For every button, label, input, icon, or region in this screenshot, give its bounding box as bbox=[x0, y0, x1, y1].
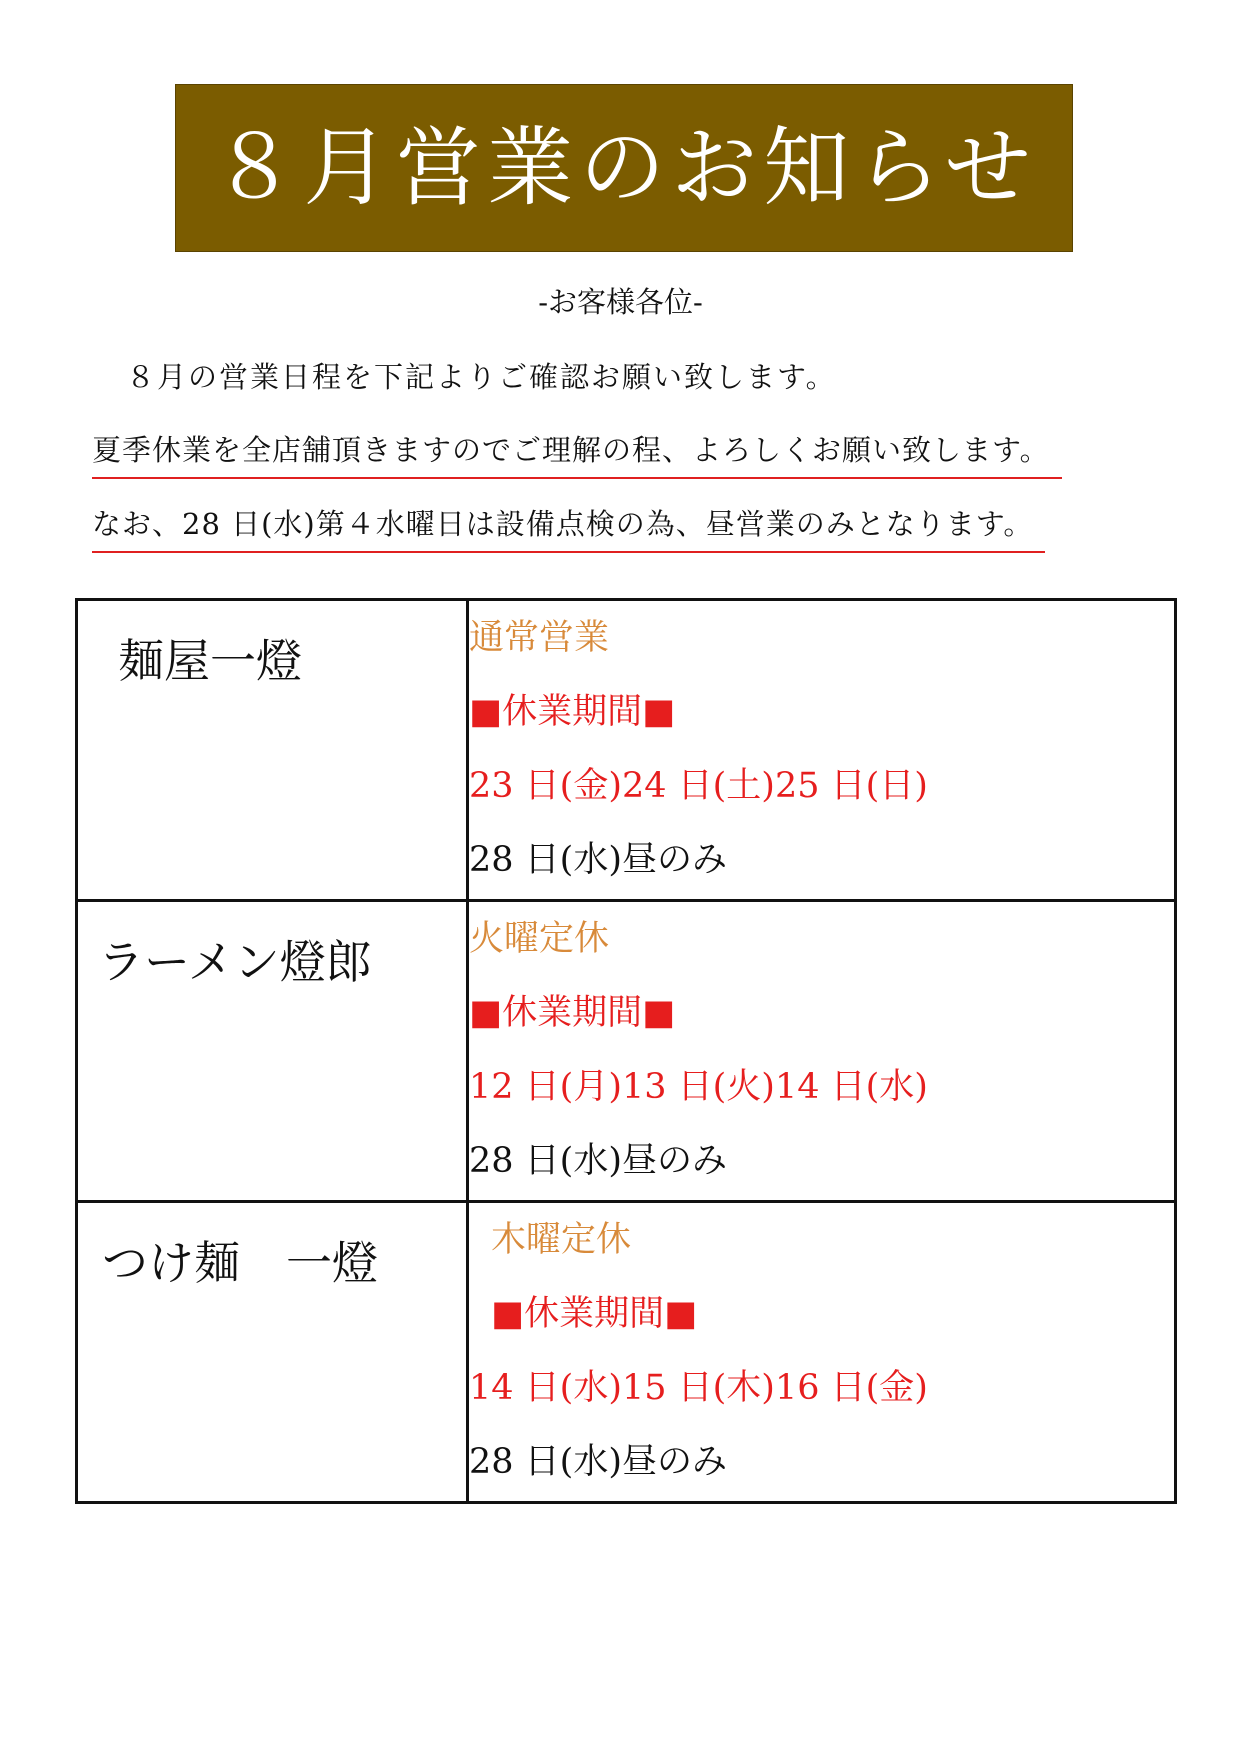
shop-name: 麺屋一燈 bbox=[118, 634, 302, 688]
schedule-cell bbox=[468, 1202, 1176, 1503]
shop-cell bbox=[77, 600, 468, 901]
shop-name: つけ麺 一燈 bbox=[102, 1236, 378, 1290]
closed-dates: 12 日(月)13 日(火)14 日(水) bbox=[469, 1067, 928, 1107]
table-row bbox=[77, 600, 1176, 901]
closure-period-label: ■休業期間■ bbox=[469, 993, 676, 1033]
shop-name: ラーメン燈郎 bbox=[98, 935, 372, 989]
closed-dates: 23 日(金)24 日(土)25 日(日) bbox=[469, 766, 928, 806]
closed-dates: 14 日(水)15 日(木)16 日(金) bbox=[469, 1368, 928, 1408]
closure-period-label: ■休業期間■ bbox=[491, 1294, 698, 1334]
shop-cell bbox=[77, 901, 468, 1202]
closure-period-label: ■休業期間■ bbox=[469, 692, 676, 732]
lunch-only: 28 日(水)昼のみ bbox=[469, 1141, 727, 1181]
schedule-cell bbox=[468, 600, 1176, 901]
regular-holiday: 火曜定休 bbox=[469, 919, 610, 959]
regular-holiday: 木曜定休 bbox=[491, 1220, 632, 1260]
lunch-only: 28 日(水)昼のみ bbox=[469, 840, 727, 880]
page-title: ８月営業のお知らせ bbox=[211, 118, 1037, 218]
table-row bbox=[77, 1202, 1176, 1503]
salutation: -お客様各位- bbox=[538, 285, 703, 319]
notice-summer-closure: 夏季休業を全店舗頂きますのでご理解の程、よろしくお願い致します。 bbox=[92, 428, 1062, 479]
intro-text: ８月の営業日程を下記よりご確認お願い致します。 bbox=[126, 360, 837, 394]
schedule-cell bbox=[468, 901, 1176, 1202]
title-banner bbox=[175, 84, 1073, 252]
regular-holiday: 通常営業 bbox=[469, 618, 610, 658]
shop-cell bbox=[77, 1202, 468, 1503]
schedule-table bbox=[75, 598, 1177, 1504]
lunch-only: 28 日(水)昼のみ bbox=[469, 1442, 727, 1482]
table-row bbox=[77, 901, 1176, 1202]
notice-inspection: なお、28 日(水)第４水曜日は設備点検の為、昼営業のみとなります。 bbox=[92, 502, 1045, 553]
